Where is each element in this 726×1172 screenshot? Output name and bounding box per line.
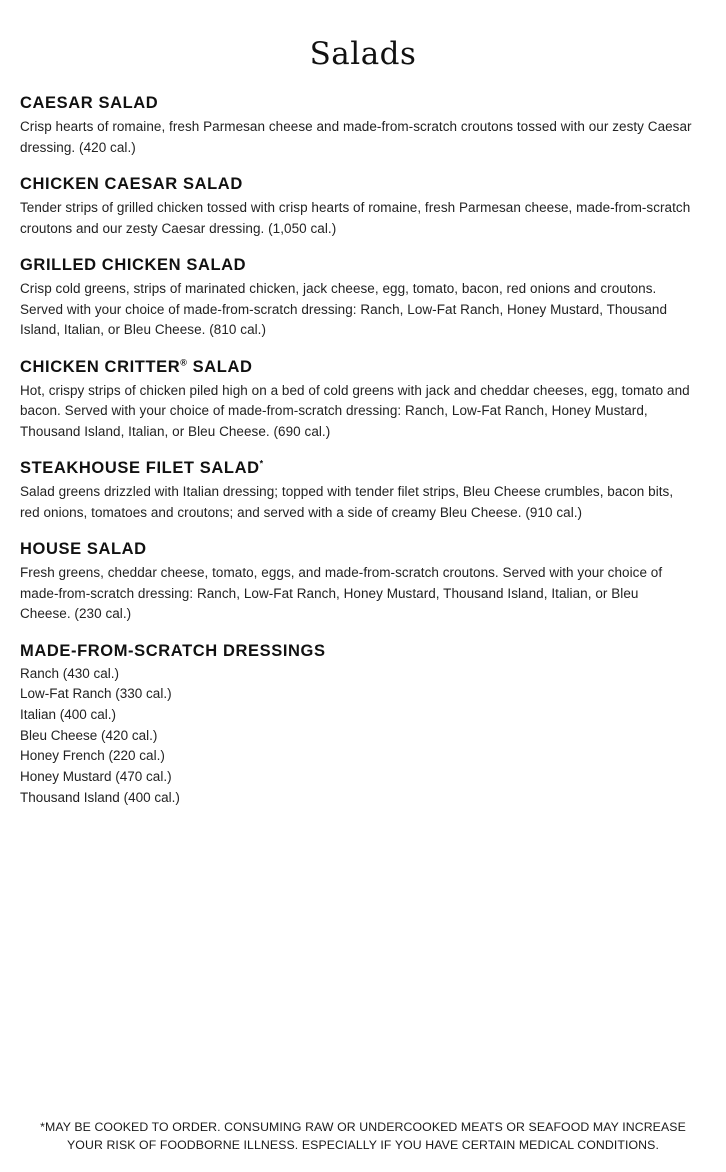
menu-item-name: GRILLED CHICKEN SALAD — [20, 256, 247, 274]
list-item: Thousand Island (400 cal.) — [20, 789, 180, 805]
dressings-title: MADE-FROM-SCRATCH DRESSINGS — [20, 641, 326, 660]
asterisk-mark: * — [259, 458, 264, 469]
menu-item-description: Tender strips of grilled chicken tossed with crisp hearts of romaine, fresh Parmesan cheese, made-from-scratch croutons and our zesty Caesar dressing. (1,050 cal.) — [20, 200, 691, 236]
menu-item-steakhouse-filet-salad — [20, 459, 706, 523]
menu-item-description: Crisp cold greens, strips of marinated chicken, jack cheese, egg, tomato, bacon, red onions and croutons. Served with your choice of made-from-scratch dressing: Ranch, Low-Fat Ranch, Honey Mustard, Thousand Island, Italian, or Bleu Cheese. (810 cal.) — [20, 281, 668, 337]
menu-item-name: CAESAR SALAD — [20, 94, 159, 112]
footnote-disclaimer — [20, 1118, 706, 1154]
footnote-line-2: YOUR RISK OF FOODBORNE ILLNESS. ESPECIALLY IF YOU HAVE CERTAIN MEDICAL CONDITIONS. — [67, 1138, 659, 1152]
list-item: Honey Mustard (470 cal.) — [20, 769, 172, 785]
menu-item-name-tail: SALAD — [187, 357, 253, 376]
list-item: Honey French (220 cal.) — [20, 748, 165, 764]
page-title: Salads — [309, 36, 417, 72]
registered-trademark-mark: ® — [180, 357, 188, 367]
menu-item-description: Salad greens drizzled with Italian dressing; topped with tender filet strips, Bleu Cheese crumbles, bacon bits, red onions, tomatoes and croutons; and served with a side of creamy Bleu Cheese. (910 cal.) — [20, 484, 674, 520]
menu-item-name — [20, 358, 706, 377]
dressings-list — [20, 664, 706, 809]
menu-item-grilled-chicken-salad — [20, 256, 706, 341]
menu-item-name — [20, 459, 706, 478]
dressings-section — [20, 642, 706, 809]
menu-item-caesar-salad — [20, 94, 706, 158]
list-item: Bleu Cheese (420 cal.) — [20, 727, 158, 743]
menu-item-description: Crisp hearts of romaine, fresh Parmesan cheese and made-from-scratch croutons tossed with our zesty Caesar dressing. (420 cal.) — [20, 119, 692, 155]
menu-item-name-main: STEAKHOUSE FILET SALAD — [20, 459, 260, 477]
list-item: Ranch (430 cal.) — [20, 665, 120, 681]
menu-item-chicken-caesar-salad — [20, 175, 706, 239]
list-item: Italian (400 cal.) — [20, 706, 117, 722]
list-item: Low-Fat Ranch (330 cal.) — [20, 686, 172, 702]
menu-item-name: CHICKEN CAESAR SALAD — [20, 175, 243, 193]
menu-page — [0, 36, 726, 1172]
menu-item-house-salad — [20, 540, 706, 625]
footnote-line-1: *MAY BE COOKED TO ORDER. CONSUMING RAW OR UNDERCOOKED MEATS OR SEAFOOD MAY INCREASE — [40, 1120, 686, 1134]
menu-item-description: Fresh greens, cheddar cheese, tomato, eggs, and made-from-scratch croutons. Served with your choice of made-from-scratch dressing: Ranch, Low-Fat Ranch, Honey Mustard, Thousand Island, Italian, or Bleu Cheese. (230 cal.) — [20, 565, 663, 621]
menu-item-description: Hot, crispy strips of chicken piled high on a bed of cold greens with jack and cheddar cheeses, egg, tomato and bacon. Served with your choice of made-from-scratch dressing: Ranch, Low-Fat Ranch, Honey Mustard, Thousand Island, Italian, or Bleu Cheese. (690 cal.) — [20, 382, 690, 439]
menu-item-chicken-critter-salad — [20, 358, 706, 443]
menu-item-name: HOUSE SALAD — [20, 540, 147, 558]
menu-item-name-main: CHICKEN CRITTER — [20, 357, 181, 376]
